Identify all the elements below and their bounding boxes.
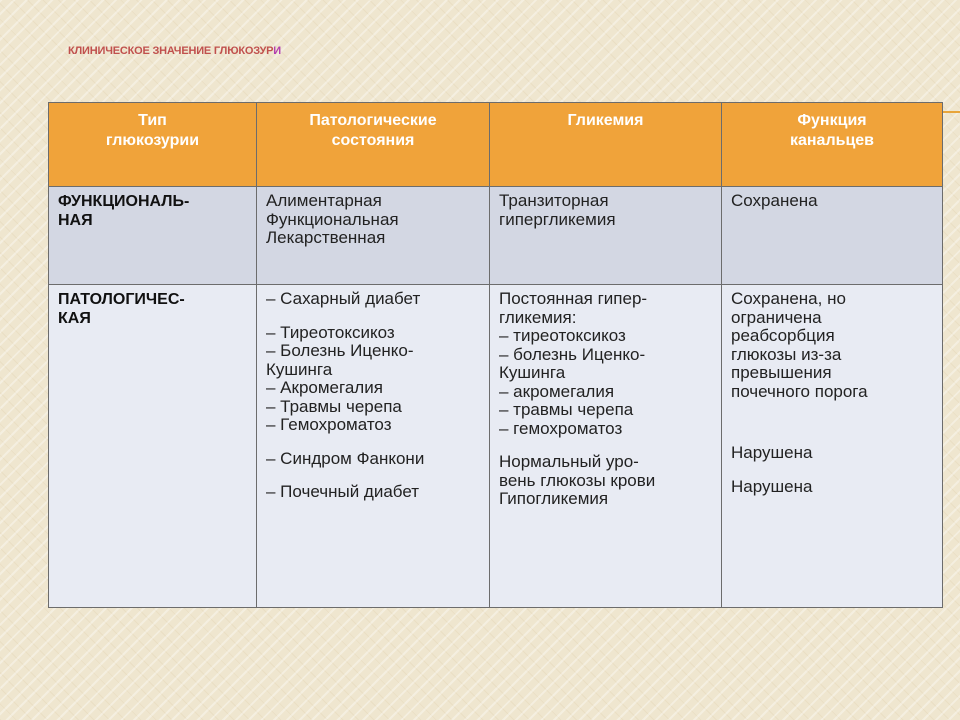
cell-line: Кушинга [266,359,333,379]
cell-line: – Травмы черепа [266,396,402,416]
cell-line: – травмы черепа [499,400,634,419]
cell-line: Нарушена [731,476,813,496]
slide-title-main: КЛИНИЧЕСКОЕ ЗНАЧЕНИЕ ГЛЮКОЗУР [68,45,274,57]
cell-line: – Гемохроматоз [266,415,392,434]
slide-title-last-letter: И [273,45,281,57]
spacer [499,438,713,453]
header-states [257,103,490,187]
spacer [731,463,934,478]
cell-line: глюкозы из-за [731,344,842,364]
cell-line: – акромегалия [499,381,615,401]
cell-line: – гемохроматоз [499,418,623,438]
cell-line: ФУНКЦИОНАЛЬ- [58,193,190,210]
cell-line: – болезнь Иценко- [499,344,646,364]
cell-line: КАЯ [58,310,91,327]
header-type [49,103,257,187]
cell-line: Нормальный уро- [499,452,639,471]
header-glycemia [490,103,722,187]
cell-line: реабсорбция [731,326,835,345]
cell-line: гликемия: [499,307,577,327]
cell-line: – тиреотоксикоз [499,326,626,345]
spacer [731,401,934,444]
cell-glycemia [490,187,722,285]
cell-line: Сохранена, но [731,289,846,308]
cell-line: гипергликемия [499,209,616,229]
table-header-row [49,103,943,187]
header-states-line: Патологические [309,112,437,129]
cell-states [257,187,490,285]
cell-function [722,285,943,608]
cell-line: НАЯ [58,212,93,229]
header-function [722,103,943,187]
cell-line: Сохранена [731,191,818,210]
cell-line: Транзиторная [499,191,609,210]
spacer [266,435,481,450]
cell-states [257,285,490,608]
cell-glycemia [490,285,722,608]
spacer [266,309,481,324]
cell-line: почечного порога [731,381,868,401]
cell-line: превышения [731,363,832,382]
cell-line: Гипогликемия [499,489,609,508]
header-type-line: глюкозурии [105,132,200,149]
table-row-pathological [49,285,943,608]
header-glycemia-line: Гликемия [567,112,644,129]
cell-line: ограничена [731,307,822,327]
cell-line: Постоянная гипер- [499,289,648,308]
cell-line: – Акромегалия [266,378,383,397]
cell-line: ПАТОЛОГИЧЕС- [58,291,185,308]
cell-line: Алиментарная [266,191,382,210]
cell-type [49,285,257,608]
cell-line: – Сахарный диабет [266,289,421,308]
cell-line: Функциональная [266,209,399,229]
decorative-line [942,111,960,113]
cell-line: – Почечный диабет [266,482,419,501]
cell-line: Кушинга [499,363,566,382]
cell-line: Нарушена [731,443,813,462]
header-function-line: канальцев [789,132,875,149]
spacer [266,468,481,483]
header-type-line: Тип [138,112,167,129]
cell-line: – Синдром Фанкони [266,448,425,468]
header-states-line: состояния [331,132,415,149]
table-row-functional [49,187,943,285]
cell-line: вень глюкозы крови [499,470,656,490]
cell-function [722,187,943,285]
slide-title [68,45,281,57]
cell-line: – Болезнь Иценко- [266,341,414,360]
cell-line: – Тиреотоксикоз [266,322,395,342]
cell-line: Лекарственная [266,228,386,247]
cell-type [49,187,257,285]
glucosuria-table [48,102,943,608]
header-function-line: Функция [797,112,867,129]
